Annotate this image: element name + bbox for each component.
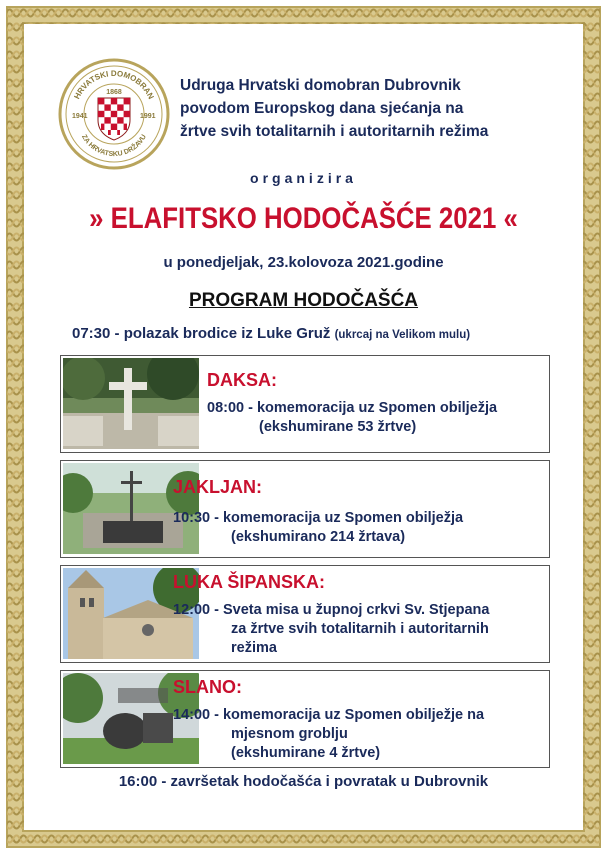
stop-card-luka-sipanska (60, 565, 550, 663)
stop-line: mjesnom groblju (231, 726, 348, 742)
stop-place: LUKA ŠIPANSKA: (173, 572, 325, 592)
stop-line: 10:30 - komemoracija uz Spomen obilježja (173, 510, 464, 526)
stop-line: 12:00 - Sveta misa u župnoj crkvi Sv. Stjepana (173, 602, 490, 618)
logo-text-bottom: ZA HRVATSKU DRŽAVU (80, 133, 148, 159)
event-title: » ELAFITSKO HODOČAŠĆE 2021 « (89, 202, 518, 235)
stop-card-daksa (60, 355, 550, 453)
stop-card-slano (60, 670, 550, 768)
stop-line: (ekshumirane 4 žrtve) (231, 745, 381, 761)
ending-line: 16:00 - završetak hodočašća i povratak u Dubrovnik (118, 773, 489, 790)
intro-line: žrtve svih totalitarnih i autoritarnih režima (180, 123, 489, 140)
stop-place: SLANO: (173, 677, 242, 697)
departure-note: (ukrcaj na Velikom mulu) (334, 329, 471, 341)
departure-text: 07:30 - polazak brodice iz Luke Gruž (72, 325, 331, 342)
organizira-label: organizira (250, 170, 357, 186)
stop-place: JAKLJAN: (173, 477, 263, 497)
departure-line (72, 325, 470, 342)
stop-place: DAKSA: (207, 370, 277, 390)
stop-line: (ekshumirane 53 žrtve) (259, 419, 417, 435)
program-heading: PROGRAM HODOČAŠĆA (188, 290, 419, 311)
memorial-cross-photo (63, 358, 199, 449)
intro-line: povodom Europskog dana sjećanja na (180, 100, 464, 117)
stop-card-jakljan (60, 460, 550, 558)
stop-line: (ekshumirano 214 žrtava) (231, 529, 406, 545)
logo-year-center: 1868 (106, 89, 122, 96)
intro-line: Udruga Hrvatski domobran Dubrovnik (180, 77, 461, 94)
stop-line: 14:00 - komemoracija uz Spomen obilježje na (173, 707, 485, 723)
stop-line: 08:00 - komemoracija uz Spomen obilježja (207, 400, 498, 416)
stop-line: režima (231, 640, 277, 656)
logo-text-top: HRVATSKI DOMOBRAN (72, 68, 156, 101)
event-date: u ponedjeljak, 23.kolovoza 2021.godine (163, 254, 444, 271)
logo-year-right: 1991 (140, 113, 156, 120)
association-logo (58, 58, 170, 170)
intro-text (180, 74, 550, 143)
stop-line: za žrtve svih totalitarnih i autoritarnih (231, 621, 489, 637)
logo-year-left: 1941 (72, 113, 88, 120)
